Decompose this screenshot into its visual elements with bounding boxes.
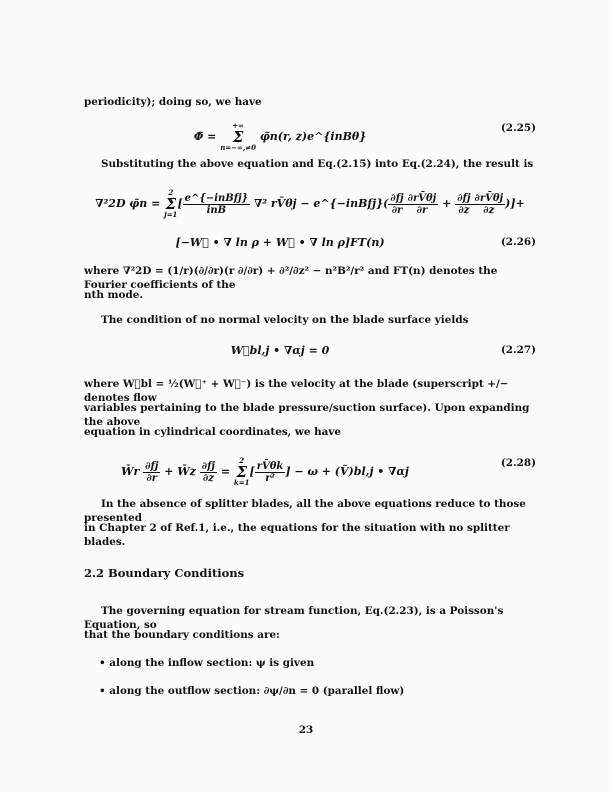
eq-2-26-tail: )]+ <box>505 197 525 210</box>
paragraph-where-1b: nth mode. <box>84 289 143 301</box>
paragraph-intro: periodicity); doing so, we have <box>84 96 262 108</box>
fraction-denominator: ∂z <box>202 472 214 484</box>
fraction-numerator: ∂fj <box>390 192 404 204</box>
fraction <box>200 461 217 484</box>
equation-2-26-line1: ∇²2D φ̃n = 2 Σ j=1[ $\frac{\text{e\textasciicircum{}\{−inBfj\}}}{\text{inB}}$ ∇² rV̄θj − e^{−inBfj}( $\frac{\partial fj}{\partial r}$ $\frac{\partial rV̄\theta j}{\partial r}$ + $\frac{\partial fj}{\partial z}$ $\frac{\partial rV̄\theta j}{\partial z}$ )]+ <box>95 188 525 219</box>
fraction <box>388 193 405 216</box>
sigma-icon: Σ <box>232 128 244 146</box>
paragraph-splitter-a: In the absence of splitter blades, all the above equations reduce to those presented <box>84 498 526 524</box>
sum-lower: n=−∞,≠0 <box>220 143 257 152</box>
eq-2-26-middle: ∇² rV̄θj − e^{−inBfj}( <box>253 197 389 210</box>
sum-operator <box>220 122 256 152</box>
equation-number-2-25: (2.25) <box>500 122 536 134</box>
sum-upper: +∞ <box>232 121 244 130</box>
fraction <box>255 461 286 484</box>
sum-upper: 2 <box>168 188 174 197</box>
fraction-numerator: ∂fj <box>457 192 471 204</box>
equation-2-26-line2 <box>84 232 536 254</box>
fraction <box>183 193 250 216</box>
fraction-denominator: ∂r <box>146 472 158 484</box>
paragraph-no-normal: The condition of no normal velocity on the blade surface yields <box>101 314 469 326</box>
paragraph-substitute: Substituting the above equation and Eq.(2.15) into Eq.(2.24), the result is <box>101 158 534 170</box>
bullet-inflow: • along the inflow section: ψ is given <box>99 657 315 669</box>
fraction <box>455 193 472 216</box>
page-number: 23 <box>298 724 314 736</box>
eq-2-28-wz: + W̄z <box>164 465 196 478</box>
fraction-denominator: inB <box>206 204 227 216</box>
eq-2-27-text: W⃗bl,j • ∇αj = 0 <box>230 344 330 357</box>
fraction-denominator: ∂r <box>416 204 428 216</box>
fraction-numerator: ∂rV̄θj <box>407 192 437 204</box>
equation-number-2-27: (2.27) <box>500 344 536 356</box>
eq-2-25-lhs: Φ̃ = <box>193 130 217 143</box>
sum-lower: k=1 <box>233 478 250 487</box>
fraction-denominator: ∂z <box>458 204 470 216</box>
equation-2-28 <box>84 453 536 487</box>
equation-number-2-28: (2.28) <box>500 457 536 469</box>
eq-2-28-tail: ] − ω + (Ṽ)bl,j • ∇αj <box>285 465 409 478</box>
eq-2-25-rhs: φ̃n(r, z)e^{inBθ} <box>259 130 367 143</box>
fraction-numerator: e^{−inBfj} <box>184 192 249 204</box>
fraction <box>143 461 160 484</box>
equation-2-27 <box>84 340 536 362</box>
eq-2-28-wr: W̄r <box>121 465 140 478</box>
fraction-numerator: ∂rV̄θj <box>474 192 504 204</box>
eq-2-26-line2-text: [−W⃗ • ∇ ln ρ + W⃗ • ∇ ln ρ]FT(n) <box>175 236 385 249</box>
sigma-icon: Σ <box>165 195 177 213</box>
fraction-denominator: ∂z <box>483 204 495 216</box>
paragraph-bc-b: that the boundary conditions are: <box>84 629 280 641</box>
fraction-denominator: ∂r <box>391 204 403 216</box>
paragraph-where-1a: where ∇²2D = (1/r)(∂/∂r)(r ∂/∂r) + ∂²/∂z² − n²B²/r² and FT(n) denotes the Fourier coefficients of the <box>84 265 498 291</box>
paragraph-where-2c: equation in cylindrical coordinates, we have <box>84 426 342 438</box>
paragraph-splitter-b: in Chapter 2 of Ref.1, i.e., the equations for the situation with no splitter blades. <box>84 522 510 548</box>
section-heading: 2.2 Boundary Conditions <box>84 566 245 580</box>
plus-sign: + <box>442 197 452 210</box>
paragraph-where-2a: where W⃗bl = ½(W⃗⁺ + W⃗⁻) is the velocity at the blade (superscript +/− denotes flow <box>84 378 509 404</box>
equals-sign: = <box>220 465 231 478</box>
fraction-denominator: r² <box>265 472 275 484</box>
equation-2-25 <box>84 118 536 152</box>
bullet-outflow: • along the outflow section: ∂ψ/∂n = 0 (parallel flow) <box>99 685 405 697</box>
paragraph-where-2b: variables pertaining to the blade pressure/suction surface). Upon expanding the above <box>84 402 530 428</box>
paragraph-bc-a: The governing equation for stream function, Eq.(2.23), is a Poisson's Equation, so <box>84 605 504 631</box>
eq-2-26-lhs: ∇²2D φ̃n = <box>95 197 161 210</box>
sum-lower: j=1 <box>164 210 178 219</box>
sum-operator <box>234 457 250 487</box>
open-bracket: [ <box>249 465 255 478</box>
sum-operator <box>164 189 177 219</box>
equation-number-2-26: (2.26) <box>500 236 536 248</box>
fraction <box>406 193 439 216</box>
sigma-icon: Σ <box>236 463 248 481</box>
fraction-numerator: ∂fj <box>201 460 216 472</box>
fraction-numerator: rV̄θk <box>256 460 284 472</box>
fraction <box>472 193 505 216</box>
sum-upper: 2 <box>239 456 245 465</box>
fraction-numerator: ∂fj <box>145 460 159 472</box>
